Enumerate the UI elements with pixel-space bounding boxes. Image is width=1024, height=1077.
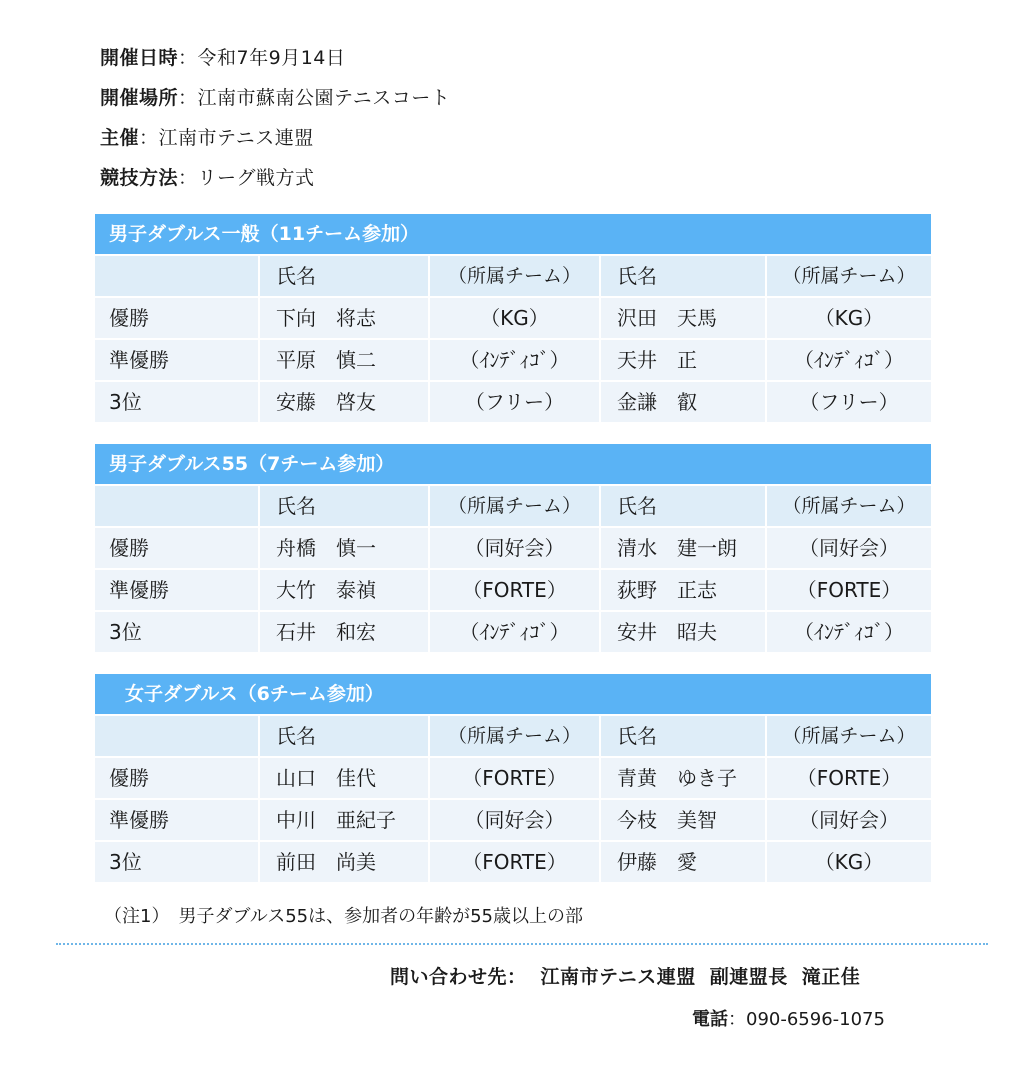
header-team: （所属チーム） [430, 716, 601, 756]
header-name: 氏名 [260, 256, 430, 296]
header-team: （所属チーム） [767, 716, 931, 756]
event-format-value: リーグ戦方式 [197, 167, 315, 189]
player-name: 下向 将志 [260, 298, 430, 338]
player-team: （KG） [767, 842, 931, 882]
header-name: 氏名 [260, 716, 430, 756]
contact-person: 滝正佳 [801, 966, 861, 988]
place-label: 3位 [95, 842, 260, 882]
player-name: 安藤 啓友 [260, 382, 430, 422]
player-name: 前田 尚美 [260, 842, 430, 882]
footnote: （注1） 男子ダブルス55は、参加者の年齢が55歳以上の部 [104, 906, 583, 927]
player-name: 沢田 天馬 [601, 298, 767, 338]
player-team: （ｲﾝﾃﾞｨｺﾞ） [767, 612, 931, 652]
player-name: 金謙 叡 [601, 382, 767, 422]
player-team: （同好会） [767, 800, 931, 840]
header-name: 氏名 [601, 486, 767, 526]
event-date-label: 開催日時 [100, 47, 179, 69]
contact-info [390, 962, 860, 989]
event-venue-value: 江南市蘇南公園テニスコート [197, 87, 451, 109]
contact-label: 問い合わせ先： [390, 966, 527, 988]
results-table [95, 714, 931, 882]
section-title: 女子ダブルス（6チーム参加） [95, 674, 931, 714]
player-name: 伊藤 愛 [601, 842, 767, 882]
place-label: 準優勝 [95, 570, 260, 610]
section-title: 男子ダブルス55（7チーム参加） [95, 444, 931, 484]
header-place [95, 256, 260, 296]
place-label: 準優勝 [95, 800, 260, 840]
header-team: （所属チーム） [430, 486, 601, 526]
header-team: （所属チーム） [430, 256, 601, 296]
header-place [95, 486, 260, 526]
event-date: 開催日時：令和7年9月14日 [100, 47, 346, 69]
player-team: （FORTE） [430, 758, 601, 798]
player-team: （FORTE） [430, 842, 601, 882]
player-name: 清水 建一朗 [601, 528, 767, 568]
contact-role: 副連盟長 [709, 966, 788, 988]
player-name: 荻野 正志 [601, 570, 767, 610]
player-team: （ｲﾝﾃﾞｨｺﾞ） [430, 612, 601, 652]
player-name: 青黄 ゆき子 [601, 758, 767, 798]
player-team: （ｲﾝﾃﾞｨｺﾞ） [430, 340, 601, 380]
player-team: （フリー） [430, 382, 601, 422]
phone-label: 電話 [692, 1009, 728, 1030]
player-name: 舟橋 慎一 [260, 528, 430, 568]
place-label: 3位 [95, 612, 260, 652]
player-team: （同好会） [430, 800, 601, 840]
results-table [95, 484, 931, 652]
player-team: （FORTE） [767, 570, 931, 610]
results-section-mens-general [95, 214, 931, 422]
event-format-label: 競技方法 [100, 167, 179, 189]
player-team: （FORTE） [767, 758, 931, 798]
header-name: 氏名 [601, 256, 767, 296]
player-team: （ｲﾝﾃﾞｨｺﾞ） [767, 340, 931, 380]
header-name: 氏名 [601, 716, 767, 756]
player-team: （同好会） [430, 528, 601, 568]
header-name: 氏名 [260, 486, 430, 526]
place-label: 優勝 [95, 758, 260, 798]
player-name: 今枝 美智 [601, 800, 767, 840]
header-place [95, 716, 260, 756]
event-host: 主催：江南市テニス連盟 [100, 127, 314, 149]
event-host-value: 江南市テニス連盟 [158, 127, 314, 149]
event-host-label: 主催 [100, 127, 140, 149]
event-date-value: 令和7年9月14日 [197, 47, 346, 69]
player-name: 山口 佳代 [260, 758, 430, 798]
results-section-womens [95, 674, 931, 882]
event-format: 競技方法：リーグ戦方式 [100, 167, 315, 189]
player-name: 平原 慎二 [260, 340, 430, 380]
results-section-mens-55 [95, 444, 931, 652]
results-table [95, 254, 931, 422]
place-label: 優勝 [95, 298, 260, 338]
dotted-divider [56, 943, 988, 945]
player-team: （同好会） [767, 528, 931, 568]
section-title: 男子ダブルス一般（11チーム参加） [95, 214, 931, 254]
contact-org: 江南市テニス連盟 [540, 966, 696, 988]
header-team: （所属チーム） [767, 486, 931, 526]
contact-phone: 電話：090-6596-1075 [692, 1009, 885, 1030]
player-name: 大竹 泰禎 [260, 570, 430, 610]
phone-number: 090-6596-1075 [746, 1009, 885, 1030]
event-info [100, 42, 450, 202]
event-venue: 開催場所：江南市蘇南公園テニスコート [100, 87, 451, 109]
place-label: 優勝 [95, 528, 260, 568]
place-label: 3位 [95, 382, 260, 422]
player-team: （フリー） [767, 382, 931, 422]
player-team: （KG） [430, 298, 601, 338]
player-team: （FORTE） [430, 570, 601, 610]
place-label: 準優勝 [95, 340, 260, 380]
player-name: 石井 和宏 [260, 612, 430, 652]
header-team: （所属チーム） [767, 256, 931, 296]
player-name: 安井 昭夫 [601, 612, 767, 652]
player-team: （KG） [767, 298, 931, 338]
event-venue-label: 開催場所 [100, 87, 179, 109]
player-name: 中川 亜紀子 [260, 800, 430, 840]
player-name: 天井 正 [601, 340, 767, 380]
